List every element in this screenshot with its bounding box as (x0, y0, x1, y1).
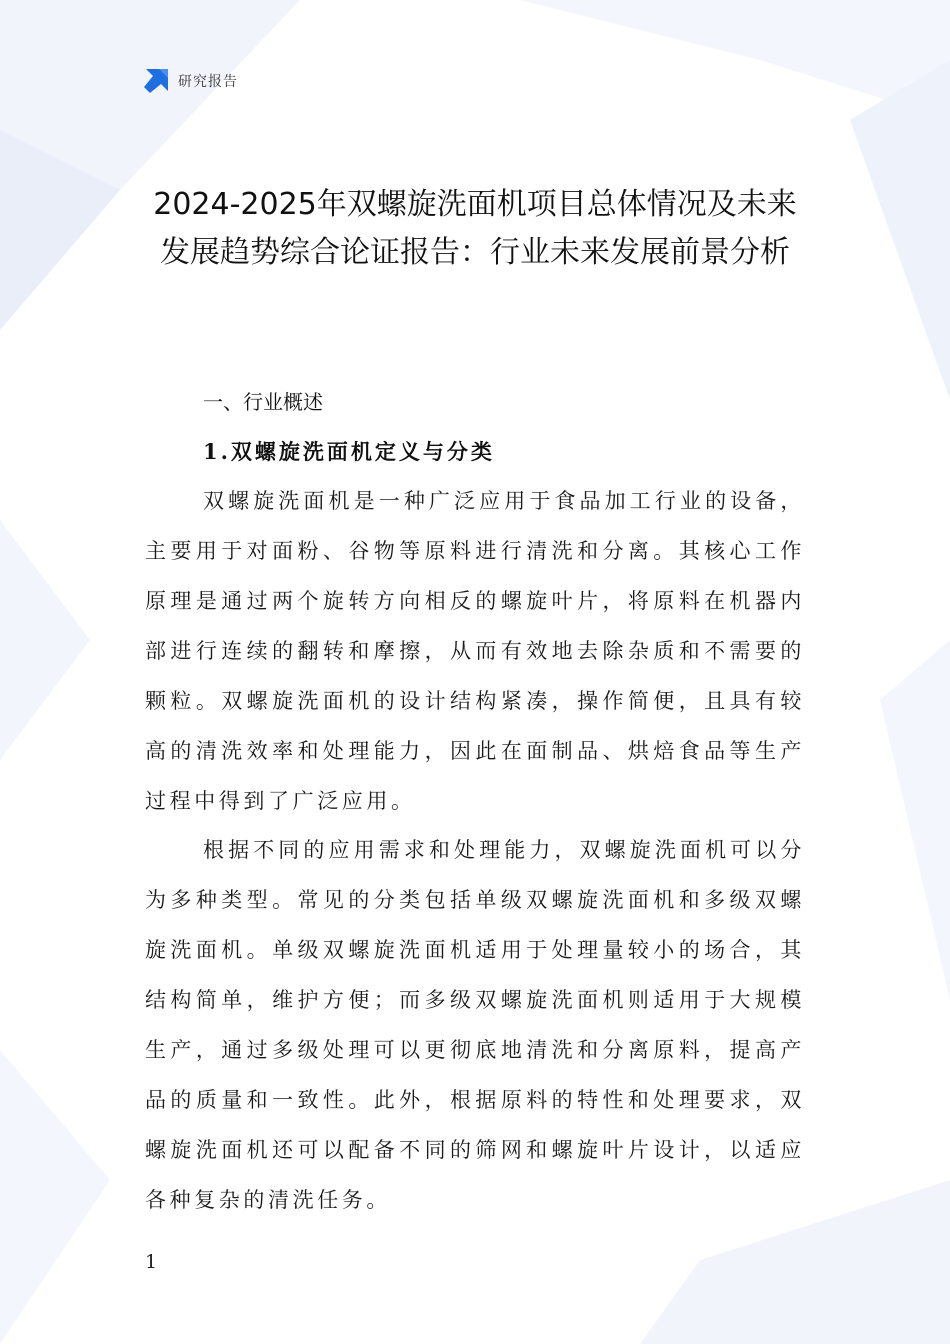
section-heading: 一、行业概述 (203, 390, 323, 414)
document-title: 2024-2025年双螺旋洗面机项目总体情况及未来发展趋势综合论证报告：行业未来发展前景分析 (153, 187, 797, 270)
paragraph-definition: 双螺旋洗面机是一种广泛应用于食品加工行业的设备，主要用于对面粉、谷物等原料进行清洗和分离。其核心工作原理是通过两个旋转方向相反的螺旋叶片，将原料在机器内部进行连续的翻转和摩擦，从而有效地去除杂质和不需要的颗粒。双螺旋洗面机的设计结构紧凑，操作简便，且具有较高的清洗效率和处理能力，因此在面制品、烘焙食品等生产过程中得到了广泛应用。 (145, 489, 805, 813)
arrow-up-right-icon (143, 68, 169, 94)
header-label: 研究报告 (178, 74, 238, 90)
page-number: 1 (145, 1251, 158, 1273)
sub-heading: 1.双螺旋洗面机定义与分类 (203, 439, 495, 464)
paragraph-classification: 根据不同的应用需求和处理能力，双螺旋洗面机可以分为多种类型。常见的分类包括单级双螺旋洗面机和多级双螺旋洗面机。单级双螺旋洗面机适用于处理量较小的场合，其结构简单，维护方便；而多级双螺旋洗面机则适用于大规模生产，通过多级处理可以更彻底地清洗和分离原料，提高产品的质量和一致性。此外，根据原料的特性和处理要求，双螺旋洗面机还可以配备不同的筛网和螺旋叶片设计，以适应各种复杂的清洗任务。 (145, 838, 805, 1212)
report-header (143, 68, 238, 94)
